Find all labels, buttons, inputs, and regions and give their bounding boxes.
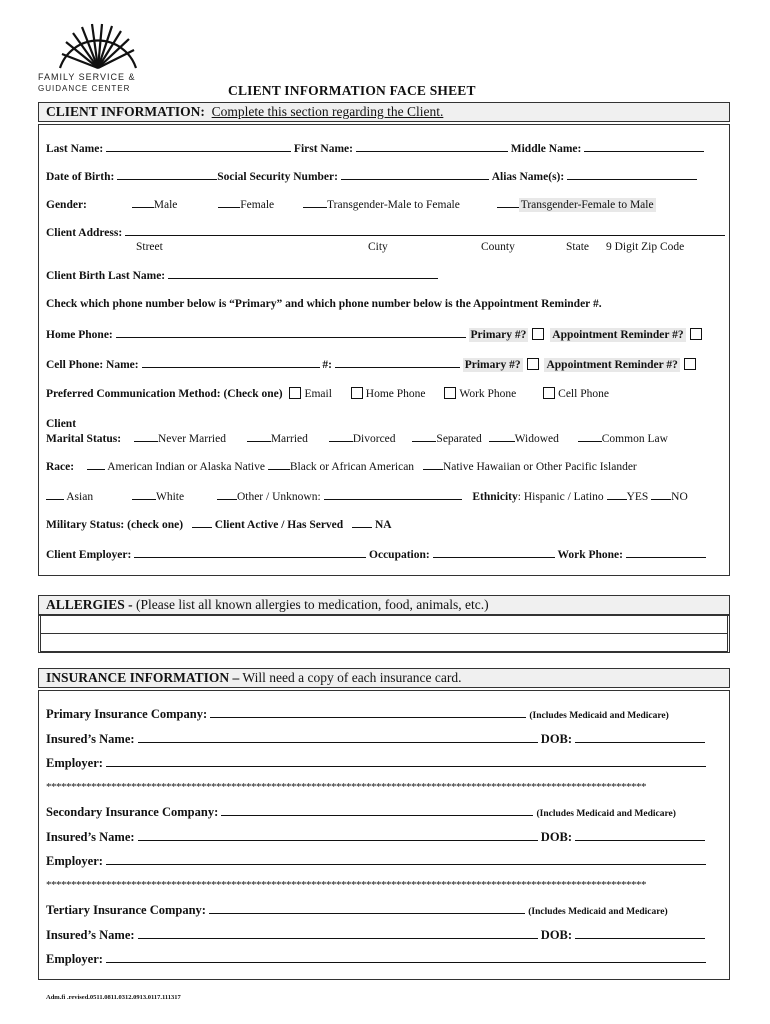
secondary-insurance-row bbox=[46, 805, 676, 820]
black-blank[interactable] bbox=[268, 460, 290, 470]
asian-blank[interactable] bbox=[46, 490, 64, 500]
secondary-insurance-field[interactable] bbox=[221, 806, 533, 816]
marital-label: Marital Status: bbox=[46, 433, 122, 445]
work-phone-checkbox[interactable] bbox=[444, 387, 456, 399]
first-name-label: First Name: bbox=[293, 143, 353, 155]
race-row-2 bbox=[46, 490, 688, 503]
county-caption: County bbox=[481, 241, 515, 253]
home-phone-option: Home Phone bbox=[365, 388, 426, 400]
org-name-line2: GUIDANCE CENTER bbox=[38, 84, 131, 93]
middle-name-field[interactable] bbox=[584, 142, 704, 152]
dob-label: Date of Birth: bbox=[46, 171, 115, 183]
na-option: NA bbox=[374, 519, 392, 531]
cell-name-field[interactable] bbox=[142, 358, 320, 368]
client-label: Client bbox=[46, 418, 77, 430]
cell-phone-option: Cell Phone bbox=[558, 388, 609, 400]
phone-instruction: Check which phone number below is “Primary” and which phone number below is the Appointment Reminder #. bbox=[46, 298, 602, 310]
home-reminder-label: Appointment Reminder #? bbox=[552, 329, 684, 341]
common-law-option: Common Law bbox=[601, 433, 668, 445]
allergies-line-1[interactable] bbox=[40, 615, 728, 634]
occupation-label: Occupation: bbox=[369, 549, 430, 561]
tertiary-dob-label: DOB: bbox=[540, 928, 573, 942]
birth-last-name-row bbox=[46, 269, 438, 282]
widowed-blank[interactable] bbox=[489, 432, 515, 442]
client-info-instruction: Complete this section regarding the Client. bbox=[211, 104, 444, 119]
occupation-field[interactable] bbox=[433, 548, 555, 558]
tertiary-employer-field[interactable] bbox=[106, 953, 706, 963]
birth-last-name-field[interactable] bbox=[168, 269, 438, 279]
pref-comm-row bbox=[46, 387, 609, 400]
race-row bbox=[46, 460, 637, 473]
middle-name-label: Middle Name: bbox=[510, 143, 582, 155]
allergies-header bbox=[38, 595, 730, 615]
primary-includes-note: (Includes Medicaid and Medicare) bbox=[529, 711, 669, 721]
home-phone-row bbox=[46, 328, 705, 341]
city-caption: City bbox=[368, 241, 388, 253]
black-option: Black or African American bbox=[289, 461, 415, 473]
widowed-option: Widowed bbox=[514, 433, 559, 445]
na-blank[interactable] bbox=[352, 518, 372, 528]
work-phone-option: Work Phone bbox=[459, 388, 517, 400]
other-blank[interactable] bbox=[217, 490, 237, 500]
tertiary-insured-label: Insured’s Name: bbox=[46, 928, 135, 942]
female-blank[interactable] bbox=[218, 198, 240, 208]
address-row bbox=[46, 226, 725, 239]
primary-employer-label: Employer: bbox=[46, 756, 103, 770]
primary-insured-field[interactable] bbox=[138, 733, 538, 743]
home-reminder-checkbox[interactable] bbox=[690, 328, 702, 340]
secondary-insured-row bbox=[46, 830, 705, 845]
ethnicity-label: Ethnicity bbox=[472, 491, 518, 503]
work-phone-label: Work Phone: bbox=[557, 549, 623, 561]
married-blank[interactable] bbox=[247, 432, 271, 442]
org-logo bbox=[38, 22, 158, 102]
military-label: Military Status: (check one) bbox=[46, 519, 184, 531]
alias-field[interactable] bbox=[567, 170, 697, 180]
home-phone-field[interactable] bbox=[116, 328, 466, 338]
zip-caption: 9 Digit Zip Code bbox=[606, 241, 685, 253]
client-info-heading: CLIENT INFORMATION: bbox=[46, 104, 205, 119]
secondary-employer-label: Employer: bbox=[46, 854, 103, 868]
dob-row bbox=[46, 170, 697, 183]
first-name-field[interactable] bbox=[356, 142, 508, 152]
military-row bbox=[46, 518, 392, 531]
ssn-field[interactable] bbox=[341, 170, 489, 180]
tertiary-employer-row bbox=[46, 952, 706, 967]
pref-comm-label: Preferred Communication Method: (Check one) bbox=[46, 388, 283, 400]
home-primary-label: Primary #? bbox=[470, 329, 527, 341]
primary-dob-label: DOB: bbox=[540, 732, 573, 746]
divorced-option: Divorced bbox=[352, 433, 396, 445]
trans-fm-option: Transgender-Female to Male bbox=[520, 199, 654, 211]
primary-insured-label: Insured’s Name: bbox=[46, 732, 135, 746]
trans-fm-blank[interactable] bbox=[497, 198, 519, 208]
gender-row bbox=[46, 198, 656, 211]
married-option: Married bbox=[270, 433, 308, 445]
no-option: NO bbox=[671, 491, 688, 503]
yes-blank[interactable] bbox=[607, 490, 627, 500]
tertiary-insurance-row bbox=[46, 903, 668, 918]
tertiary-includes-note: (Includes Medicaid and Medicare) bbox=[528, 907, 668, 917]
hispanic-label: : Hispanic / Latino bbox=[517, 491, 604, 503]
primary-employer-field[interactable] bbox=[106, 757, 706, 767]
secondary-dob-field[interactable] bbox=[575, 831, 705, 841]
cell-primary-label: Primary #? bbox=[464, 359, 521, 371]
cell-reminder-label: Appointment Reminder #? bbox=[546, 359, 678, 371]
insurance-header bbox=[38, 668, 730, 688]
tertiary-insurance-label: Tertiary Insurance Company: bbox=[46, 903, 206, 917]
tertiary-employer-label: Employer: bbox=[46, 952, 103, 966]
street-caption: Street bbox=[136, 241, 163, 253]
alias-label: Alias Name(s): bbox=[491, 171, 565, 183]
primary-dob-field[interactable] bbox=[575, 733, 705, 743]
secondary-insured-label: Insured’s Name: bbox=[46, 830, 135, 844]
org-name-line1: FAMILY SERVICE & bbox=[38, 72, 136, 82]
amind-option: American Indian or Alaska Native bbox=[107, 461, 265, 473]
male-option: Male bbox=[153, 199, 178, 211]
divorced-blank[interactable] bbox=[329, 432, 353, 442]
ssn-label: Social Security Number: bbox=[217, 171, 338, 183]
cell-number-field[interactable] bbox=[335, 358, 460, 368]
no-blank[interactable] bbox=[651, 490, 671, 500]
email-checkbox[interactable] bbox=[289, 387, 301, 399]
hawaiian-option: Native Hawaiian or Other Pacific Islander bbox=[442, 461, 637, 473]
separator-stars-2: ************************************************************************************************************************ bbox=[46, 879, 646, 891]
last-name-field[interactable] bbox=[106, 142, 291, 152]
last-name-label: Last Name: bbox=[46, 143, 104, 155]
secondary-dob-label: DOB: bbox=[540, 830, 573, 844]
name-row bbox=[46, 142, 704, 155]
primary-employer-row bbox=[46, 756, 706, 771]
cell-phone-row bbox=[46, 358, 699, 371]
client-info-header bbox=[38, 102, 730, 122]
client-info-box bbox=[38, 124, 730, 576]
amind-blank[interactable] bbox=[87, 460, 105, 470]
gender-label: Gender: bbox=[46, 199, 87, 211]
work-phone-field[interactable] bbox=[626, 548, 706, 558]
tertiary-insured-row bbox=[46, 928, 705, 943]
trans-mf-option: Transgender-Male to Female bbox=[327, 199, 460, 211]
secondary-insurance-label: Secondary Insurance Company: bbox=[46, 805, 219, 819]
primary-insurance-row bbox=[46, 707, 669, 722]
female-option: Female bbox=[240, 199, 275, 211]
active-option: Client Active / Has Served bbox=[214, 519, 344, 531]
sunburst-logo-icon bbox=[56, 22, 140, 70]
home-phone-checkbox[interactable] bbox=[351, 387, 363, 399]
common-blank[interactable] bbox=[578, 432, 602, 442]
allergies-heading: ALLERGIES - bbox=[46, 597, 133, 612]
tertiary-dob-field[interactable] bbox=[575, 929, 705, 939]
primary-insured-row bbox=[46, 732, 705, 747]
male-blank[interactable] bbox=[132, 198, 154, 208]
birth-last-name-label: Client Birth Last Name: bbox=[46, 270, 166, 282]
allergies-line-2[interactable] bbox=[40, 633, 728, 652]
primary-insurance-label: Primary Insurance Company: bbox=[46, 707, 208, 721]
never-married-option: Never Married bbox=[157, 433, 226, 445]
employer-field[interactable] bbox=[134, 548, 366, 558]
cell-reminder-checkbox[interactable] bbox=[684, 358, 696, 370]
secondary-insured-field[interactable] bbox=[138, 831, 538, 841]
separator-stars-1: ************************************************************************************************************************ bbox=[46, 781, 646, 793]
secondary-includes-note: (Includes Medicaid and Medicare) bbox=[536, 809, 676, 819]
state-caption: State bbox=[566, 241, 589, 253]
cell-phone-checkbox[interactable] bbox=[543, 387, 555, 399]
employer-row bbox=[46, 548, 706, 561]
white-option: White bbox=[155, 491, 185, 503]
yes-option: YES bbox=[626, 491, 649, 503]
tertiary-insured-field[interactable] bbox=[138, 929, 538, 939]
separated-option: Separated bbox=[436, 433, 482, 445]
other-field[interactable] bbox=[324, 490, 462, 500]
allergies-instruction: (Please list all known allergies to medication, food, animals, etc.) bbox=[136, 597, 489, 612]
insurance-heading: INSURANCE INFORMATION – bbox=[46, 670, 240, 685]
hawaiian-blank[interactable] bbox=[423, 460, 443, 470]
email-option: Email bbox=[304, 388, 332, 400]
secondary-employer-field[interactable] bbox=[106, 855, 706, 865]
employer-label: Client Employer: bbox=[46, 549, 132, 561]
other-option: Other / Unknown: bbox=[236, 491, 321, 503]
dob-field[interactable] bbox=[117, 170, 217, 180]
home-phone-label: Home Phone: bbox=[46, 329, 113, 341]
white-blank[interactable] bbox=[132, 490, 156, 500]
race-label: Race: bbox=[46, 461, 75, 473]
active-blank[interactable] bbox=[192, 518, 212, 528]
insurance-instruction: Will need a copy of each insurance card. bbox=[242, 670, 462, 685]
never-blank[interactable] bbox=[134, 432, 158, 442]
address-label: Client Address: bbox=[46, 227, 123, 239]
asian-option: Asian bbox=[66, 491, 94, 503]
tertiary-insurance-field[interactable] bbox=[209, 904, 525, 914]
trans-mf-blank[interactable] bbox=[303, 198, 327, 208]
marital-row bbox=[46, 432, 668, 445]
secondary-employer-row bbox=[46, 854, 706, 869]
separated-blank[interactable] bbox=[412, 432, 436, 442]
cell-number-label: #: bbox=[322, 359, 332, 371]
revision-footer: Adm.fi .revised.0511.0811.0312.0913.0117.111317 bbox=[46, 994, 181, 1001]
page-title: CLIENT INFORMATION FACE SHEET bbox=[228, 83, 476, 98]
primary-insurance-field[interactable] bbox=[210, 708, 526, 718]
address-field[interactable] bbox=[125, 226, 725, 236]
home-primary-checkbox[interactable] bbox=[532, 328, 544, 340]
cell-primary-checkbox[interactable] bbox=[527, 358, 539, 370]
cell-phone-label: Cell Phone: Name: bbox=[46, 359, 139, 371]
